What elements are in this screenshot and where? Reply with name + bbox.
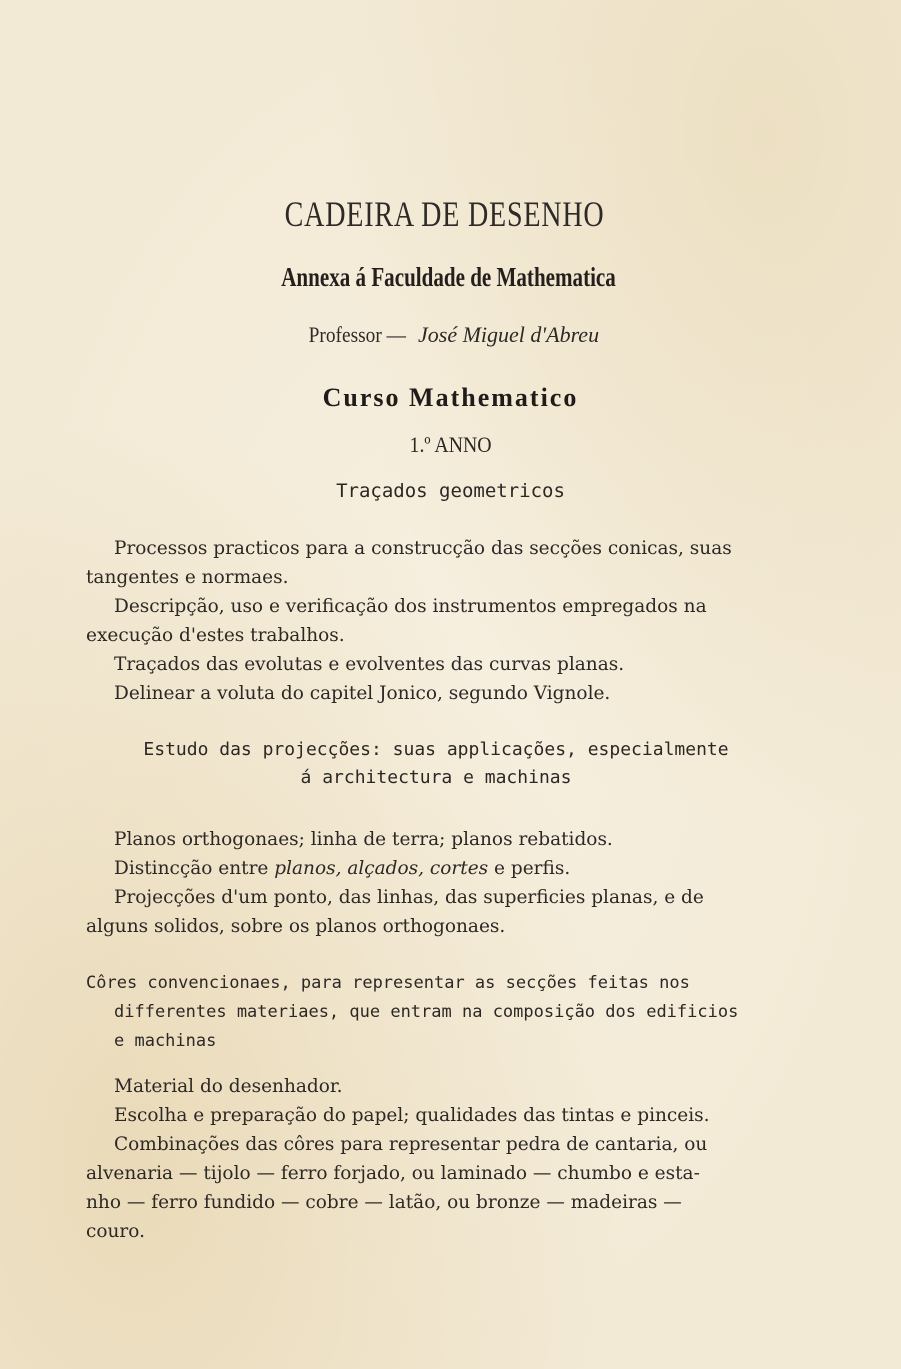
paragraph-descripcao	[86, 592, 786, 650]
text-line: Material do desenhador.	[114, 1076, 343, 1097]
page-title: CADEIRA DE DESENHO	[284, 194, 605, 234]
text-line: tangentes e normaes.	[86, 567, 289, 588]
page-subtitle: Annexa á Faculdade de Mathematica	[281, 262, 616, 292]
professor-label: Professor —	[308, 322, 406, 347]
text-line: Delinear a voluta do capitel Jonico, segundo Vignole.	[114, 683, 611, 704]
paragraph-material	[86, 1072, 786, 1101]
paragraph-distinccao	[86, 854, 786, 883]
text-line	[86, 854, 786, 883]
course-heading: Curso Mathematico	[322, 383, 579, 412]
paragraph-voluta	[86, 679, 786, 708]
text-line: alvenaria — tijolo — ferro forjado, ou laminado — chumbo e esta-	[86, 1163, 700, 1184]
text-line: Planos orthogonaes; linha de terra; planos rebatidos.	[114, 829, 613, 850]
text-line: couro.	[86, 1221, 145, 1242]
text-line: execução d'estes trabalhos.	[86, 625, 345, 646]
text-run: Distincção entre	[114, 858, 275, 879]
paragraph-evolutas	[86, 650, 786, 679]
text-run: e perfis.	[488, 858, 571, 879]
professor-line	[0, 322, 901, 348]
paragraph-combinacoes	[86, 1130, 786, 1246]
heading-line: á architectura e machinas	[300, 767, 572, 788]
text-line: Descripção, uso e verificação dos instrumentos empregados na	[114, 596, 707, 617]
text-line: Traçados das evolutas e evolventes das curvas planas.	[114, 654, 625, 675]
paragraph-processos	[86, 534, 786, 592]
text-line: Escolha e preparação do papel; qualidades das tintas e pinceis.	[114, 1105, 710, 1126]
section-heading-tracados: Traçados geometricos	[336, 480, 565, 502]
paragraph-projeccoes	[86, 883, 786, 941]
text-line: nho — ferro fundido — cobre — latão, ou bronze — madeiras —	[86, 1192, 682, 1213]
heading-line: Estudo das projecções: suas applicações, especialmente	[143, 739, 729, 760]
text-line: e machinas	[114, 1031, 217, 1051]
section-heading-projeccoes	[116, 736, 756, 792]
text-line: Processos practicos para a construcção das secções conicas, suas	[114, 538, 732, 559]
text-line: Combinações das côres para representar pedra de cantaria, ou	[114, 1134, 708, 1155]
text-line: alguns solidos, sobre os planos orthogonaes.	[86, 916, 506, 937]
professor-name: José Miguel d'Abreu	[418, 322, 600, 347]
italic-terms: planos, alçados, cortes	[274, 858, 489, 879]
year-label: 1.º ANNO	[409, 432, 492, 457]
text-line: differentes materiaes, que entram na composição dos edificios	[114, 1002, 739, 1022]
text-line: Projecções d'um ponto, das linhas, das superficies planas, e de	[114, 887, 704, 908]
paragraph-planos	[86, 825, 786, 854]
paragraph-escolha	[86, 1101, 786, 1130]
year-heading	[0, 432, 901, 458]
text-line: Côres convencionaes, para representar as secções feitas nos	[86, 973, 690, 993]
paragraph-cores	[86, 969, 786, 1056]
